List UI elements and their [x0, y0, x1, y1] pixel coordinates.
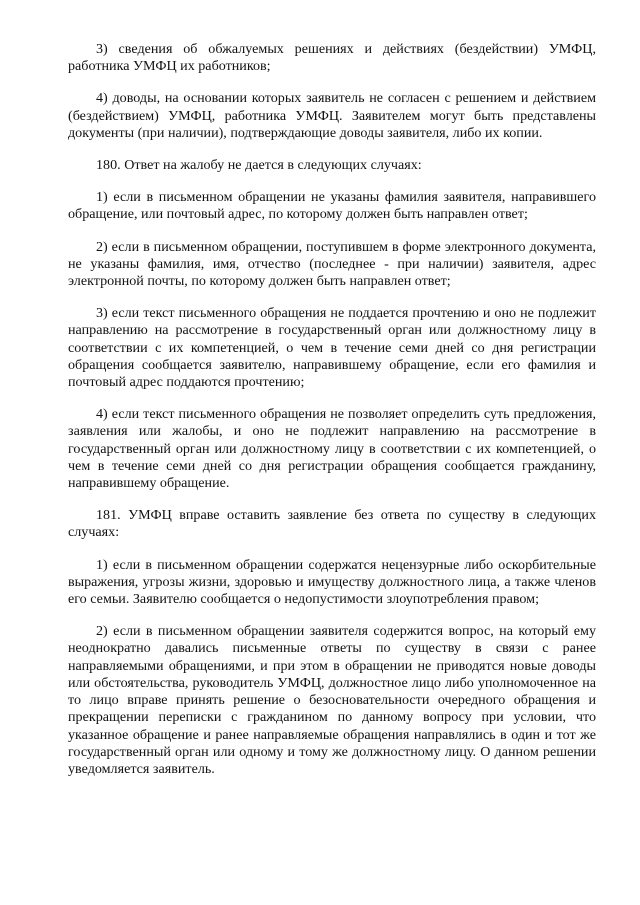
paragraph-item-3-complaint-details: 3) сведения об обжалуемых решениях и действиях (бездействии) УМФЦ, работника УМФЦ их работников; — [68, 41, 596, 75]
paragraph-180-case-1: 1) если в письменном обращении не указаны фамилия заявителя, направившего обращение, или почтовый адрес, по которому должен быть направлен ответ; — [68, 189, 596, 223]
paragraph-section-181-heading: 181. УМФЦ вправе оставить заявление без ответа по существу в следующих случаях: — [68, 507, 596, 541]
paragraph-section-180-heading: 180. Ответ на жалобу не дается в следующих случаях: — [96, 157, 422, 174]
paragraph-181-case-2: 2) если в письменном обращении заявителя содержится вопрос, на который ему неоднократно давались письменные ответы по существу в связи с ранее направляемыми обращениями, и при этом в обращении не приводятся новые доводы или обстоятельства, руководитель УМФЦ, должностное лицо либо уполномоченное на то лицо вправе принять решение о безосновательности очередного обращения и прекращении переписки с гражданином по данному вопросу при условии, что указанное обращение и ранее направляемые обращения направлялись в один и тот же государственный орган или одному и тому же должностному лицу. О данном решении уведомляется заявитель. — [68, 623, 596, 777]
paragraph-181-case-1: 1) если в письменном обращении содержатся нецензурные либо оскорбительные выражения, угрозы жизни, здоровью и имуществу должностного лица, а также членов его семьи. Заявителю сообщается о недопустимости злоупотребления правом; — [68, 556, 596, 608]
paragraph-180-case-4: 4) если текст письменного обращения не позволяет определить суть предложения, заявления или жалобы, и оно не подлежит направлению на рассмотрение в государственный орган или должностному лицу в соответствии с их компетенцией, о чем в течение семи дней со дня регистрации обращения сообщается гражданину, направившему обращение. — [68, 406, 596, 492]
paragraph-180-case-3: 3) если текст письменного обращения не поддается прочтению и оно не подлежит направлению на рассмотрение в государственный орган или должностному лицу в соответствии с их компетенцией, о чем в течение семи дней со дня регистрации обращения сообщается заявителю, направившему обращение, если его фамилия и почтовый адрес поддаются прочтению; — [68, 305, 596, 391]
paragraph-item-4-arguments: 4) доводы, на основании которых заявитель не согласен с решением и действием (бездействием) УМФЦ, работника УМФЦ. Заявителем могут быть представлены документы (при наличии), подтверждающие доводы заявителя, либо их копии. — [68, 90, 596, 141]
paragraph-180-case-2: 2) если в письменном обращении, поступившем в форме электронного документа, не указаны фамилия, имя, отчество (последнее - при наличии) заявителя, адрес электронной почты, по которому должен быть направлен ответ; — [68, 238, 596, 290]
